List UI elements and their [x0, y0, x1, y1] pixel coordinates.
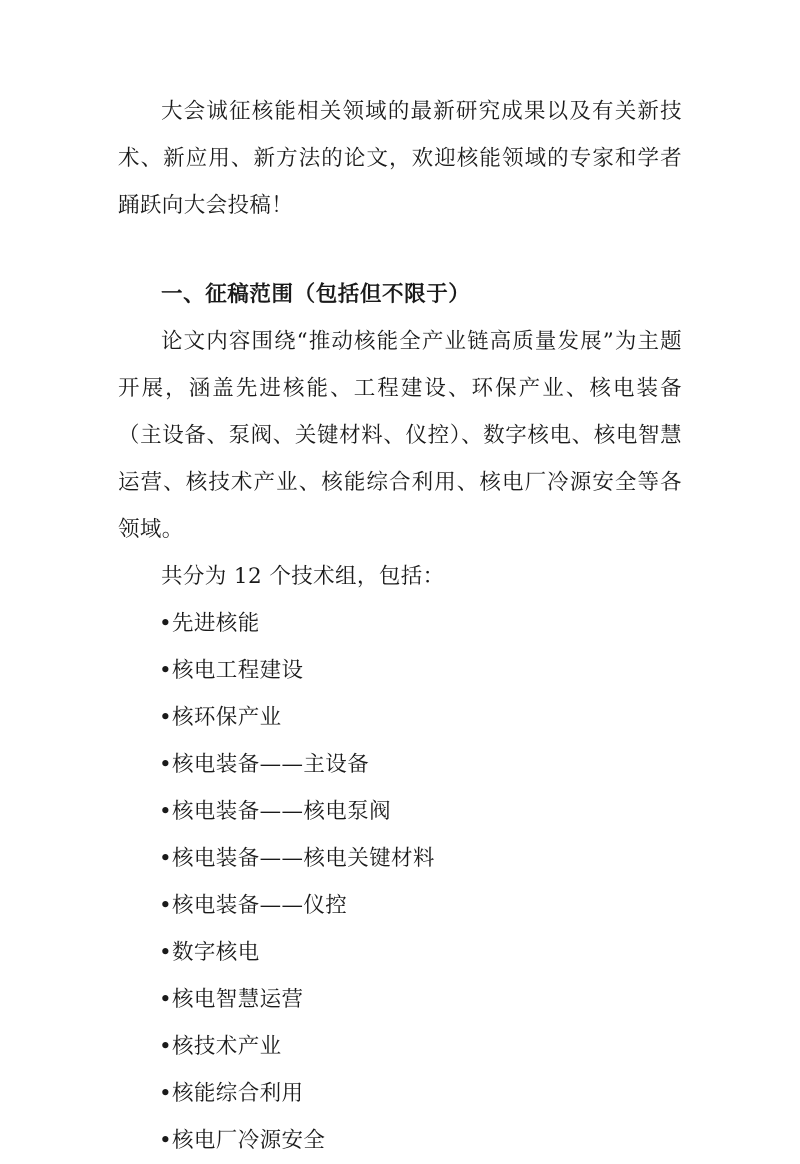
bullet-icon: • [159, 752, 173, 777]
list-item-label: 核电装备——仪控 [172, 893, 348, 918]
technical-groups-list [118, 600, 682, 1164]
bullet-icon: • [159, 1034, 173, 1059]
intro-paragraph: 大会诚征核能相关领域的最新研究成果以及有关新技术、新应用、新方法的论文，欢迎核能领域的专家和学者踊跃向大会投稿！ [118, 99, 682, 218]
section-heading: 一、征稿范围（包括但不限于） [161, 282, 471, 307]
list-item-label: 核能综合利用 [172, 1081, 304, 1106]
bullet-icon: • [159, 893, 173, 918]
bullet-icon: • [159, 1081, 173, 1106]
list-item-label: 核电工程建设 [172, 658, 304, 683]
list-item-label: 核电智慧运营 [172, 987, 304, 1012]
bullet-icon: • [159, 846, 173, 871]
list-item [118, 929, 682, 976]
bullet-icon: • [159, 799, 173, 824]
list-item [118, 600, 682, 647]
list-item [118, 1023, 682, 1070]
list-item-label: 核电装备——主设备 [172, 752, 370, 777]
list-item [118, 1070, 682, 1117]
bullet-icon: • [159, 705, 173, 730]
groups-intro-paragraph: 共分为 12 个技术组，包括： [161, 564, 445, 589]
list-item [118, 882, 682, 929]
scope-paragraph: 论文内容围绕“推动核能全产业链高质量发展”为主题开展，涵盖先进核能、工程建设、环保产业、核电装备（主设备、泵阀、关键材料、仪控）、数字核电、核电智慧运营、核技术产业、核能综合利用、核电厂冷源安全等各领域。 [118, 329, 682, 542]
list-item-label: 核电装备——核电泵阀 [172, 799, 392, 824]
list-item [118, 647, 682, 694]
list-item-label: 数字核电 [172, 940, 260, 965]
list-item-label: 核技术产业 [172, 1034, 282, 1059]
list-item-label: 核电装备——核电关键材料 [172, 846, 435, 871]
bullet-icon: • [159, 987, 173, 1012]
bullet-icon: • [159, 940, 173, 965]
bullet-icon: • [159, 611, 173, 636]
list-item-label: 核电厂冷源安全 [172, 1128, 326, 1153]
list-item [118, 835, 682, 882]
section-spacer [118, 229, 682, 271]
list-item [118, 741, 682, 788]
list-item-label: 核环保产业 [172, 705, 282, 730]
list-item-label: 先进核能 [172, 611, 260, 636]
list-item [118, 1117, 682, 1164]
list-item [118, 694, 682, 741]
bullet-icon: • [159, 1128, 173, 1153]
list-item [118, 788, 682, 835]
list-item [118, 976, 682, 1023]
bullet-icon: • [159, 658, 173, 683]
